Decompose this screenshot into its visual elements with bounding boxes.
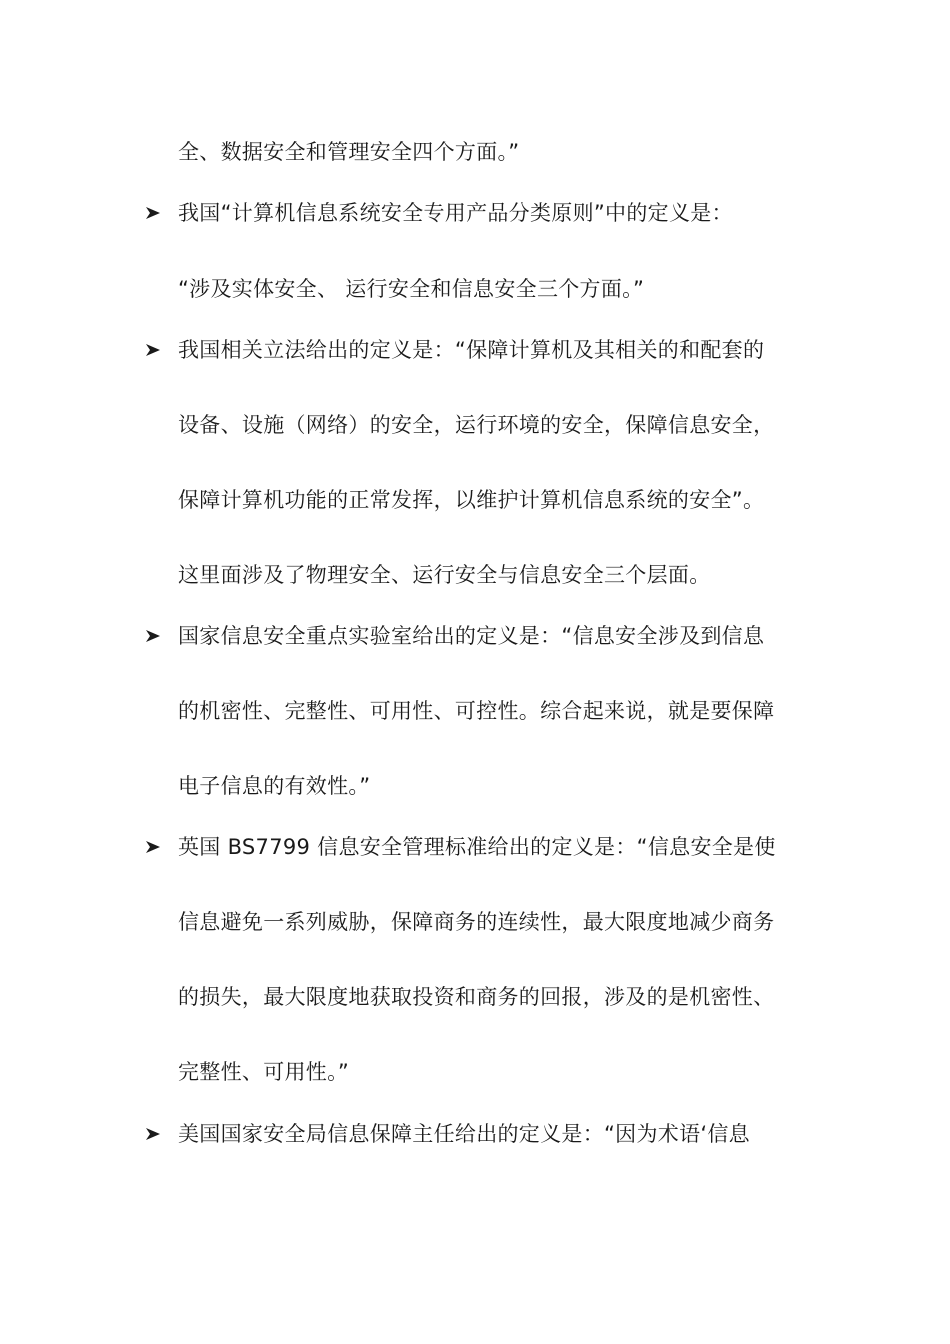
list-item-line: 的损失，最大限度地获取投资和商务的回报，涉及的是机密性、	[178, 985, 775, 1009]
list-item-line: 英国 BS7799 信息安全管理标准给出的定义是：“信息安全是使	[178, 835, 776, 859]
list-item-line: 我国“计算机信息系统安全专用产品分类原则”中的定义是：	[178, 201, 733, 225]
list-item-line: 美国国家安全局信息保障主任给出的定义是：“因为术语‘信息	[178, 1122, 750, 1146]
list-item-line: 完整性、可用性。”	[178, 1060, 350, 1084]
list-item-line: 保障计算机功能的正常发挥，以维护计算机信息系统的安全”。	[178, 488, 765, 512]
list-item-line: 的机密性、完整性、可用性、可控性。综合起来说，就是要保障	[178, 699, 775, 723]
arrow-bullet-icon	[144, 622, 162, 650]
arrow-bullet-icon	[144, 199, 162, 227]
list-item-line: 设备、设施（网络）的安全，运行环境的安全，保障信息安全，	[178, 413, 775, 437]
paragraph-line: 全、数据安全和管理安全四个方面。”	[178, 140, 520, 164]
list-item-line: 我国相关立法给出的定义是：“保障计算机及其相关的和配套的	[178, 338, 765, 362]
arrow-bullet-icon	[144, 336, 162, 364]
arrow-bullet-icon	[144, 1120, 162, 1148]
list-item-line: “涉及实体安全、 运行安全和信息安全三个方面。”	[178, 277, 645, 301]
list-item-line: 信息避免一系列威胁，保障商务的连续性，最大限度地减少商务	[178, 910, 775, 934]
arrow-bullet-icon	[144, 833, 162, 861]
list-item-line: 电子信息的有效性。”	[178, 774, 371, 798]
list-item-line: 这里面涉及了物理安全、运行安全与信息安全三个层面。	[178, 563, 711, 587]
list-item-line: 国家信息安全重点实验室给出的定义是：“信息安全涉及到信息	[178, 624, 765, 648]
